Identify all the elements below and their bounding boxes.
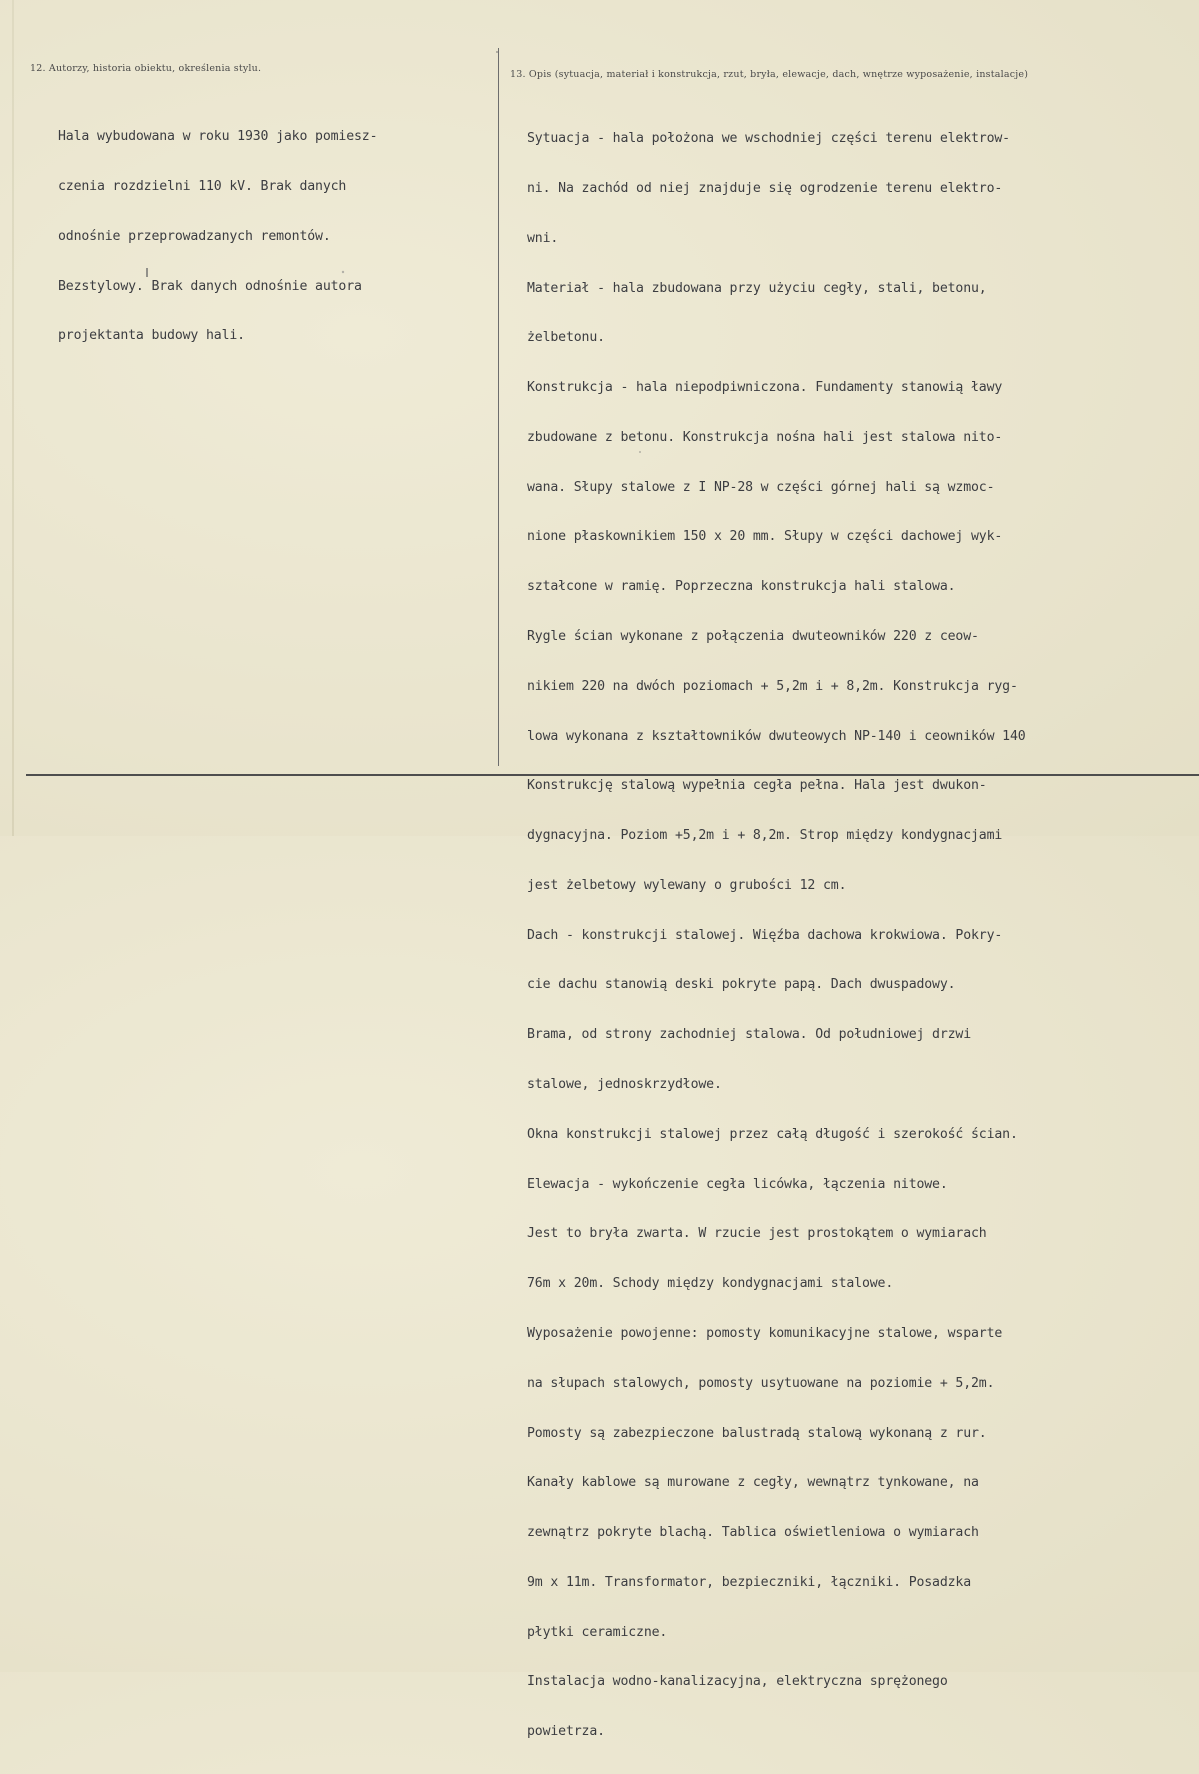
text-line: Instalacja wodno-kanalizacyjna, elektryczna sprężonego — [527, 1674, 948, 1690]
text-line: Konstrukcję stalową wypełnia cegła pełna. Hala jest dwukon- — [527, 778, 987, 794]
text-line: Dach - konstrukcji stalowej. Więźba dachowa krokwiowa. Pokry- — [527, 927, 1003, 943]
text-line: ni. Na zachód od niej znajduje się ogrodzenie terenu elektro- — [527, 180, 1003, 196]
text-line: Okna konstrukcji stalowej przez całą długość i szerokość ścian. — [527, 1126, 1018, 1142]
text-line: Wyposażenie powojenne: pomosty komunikacyjne stalowe, wsparte — [527, 1325, 1003, 1341]
text-line: Brama, od strony zachodniej stalowa. Od południowej drzwi — [527, 1027, 972, 1043]
text-line: 76m x 20m. Schody między kondygnacjami stalowe. — [527, 1276, 894, 1292]
text-line: nione płaskownikiem 150 x 20 mm. Słupy w części dachowej wyk- — [527, 529, 1003, 545]
text-line: lowa wykonana z kształtowników dwuteowych NP-140 i ceowników 140 — [527, 728, 1026, 744]
text-line: czenia rozdzielni 110 kV. Brak danych — [58, 178, 347, 194]
text-line: zbudowane z betonu. Konstrukcja nośna hali jest stalowa nito- — [527, 429, 1003, 445]
text-line: cie dachu stanowią deski pokryte papą. Dach dwuspadowy. — [527, 977, 956, 993]
text-line: Sytuacja - hala położona we wschodniej części terenu elektrow- — [527, 131, 1010, 147]
text-line: Materiał - hala zbudowana przy użyciu cegły, stali, betonu, — [527, 280, 987, 296]
text-line: ształcone w ramię. Poprzeczna konstrukcja hali stalowa. — [527, 579, 956, 595]
paper-edge — [12, 0, 14, 836]
text-line: zewnątrz pokryte blachą. Tablica oświetleniowa o wymiarach — [527, 1525, 979, 1541]
text-line: Hala wybudowana w roku 1930 jako pomiesz- — [58, 129, 378, 145]
text-line: Elewacja - wykończenie cegła licówka, łączenia nitowe. — [527, 1176, 948, 1192]
text-line: jest żelbetowy wylewany o grubości 12 cm. — [527, 877, 847, 893]
text-line: Jest to bryła zwarta. W rzucie jest prostokątem o wymiarach — [527, 1226, 987, 1242]
section-13-text — [527, 98, 1195, 1774]
text-line: wni. — [527, 230, 559, 246]
column-divider — [498, 48, 499, 766]
text-line: Konstrukcja - hala niepodpiwniczona. Fundamenty stanowią ławy — [527, 380, 1003, 396]
text-line: żelbetonu. — [527, 330, 605, 346]
text-line: powietrza. — [527, 1724, 605, 1740]
text-line: płytki ceramiczne. — [527, 1624, 668, 1640]
text-line: Kanały kablowe są murowane z cegły, wewnątrz tynkowane, na — [527, 1475, 979, 1491]
text-line: 9m x 11m. Transformator, bezpieczniki, łączniki. Posadzka — [527, 1574, 972, 1590]
section-12-heading: 12. Autorzy, historia obiektu, określenia stylu. — [30, 63, 262, 74]
text-line: dygnacyjna. Poziom +5,2m i + 8,2m. Strop między kondygnacjami — [527, 828, 1003, 844]
text-line: projektanta budowy hali. — [58, 328, 245, 344]
text-line: odnośnie przeprowadzanych remontów. — [58, 228, 331, 244]
text-line: stalowe, jednoskrzydłowe. — [527, 1077, 722, 1093]
text-line: Rygle ścian wykonane z połączenia dwuteowników 220 z ceow- — [527, 629, 979, 644]
text-line: wana. Słupy stalowe z I NP-28 w części górnej hali są wzmoc- — [527, 479, 995, 495]
text-line: Bezstylowy. Brak danych odnośnie autora — [58, 278, 362, 294]
text-line: nikiem 220 na dwóch poziomach + 5,2m i + 8,2m. Konstrukcja ryg- — [527, 678, 1018, 694]
text-line: na słupach stalowych, pomosty usytuowane na poziomie + 5,2m. — [527, 1375, 995, 1391]
text-line: Pomosty są zabezpieczone balustradą stalową wykonaną z rur. — [527, 1425, 987, 1441]
section-13-heading: 13. Opis (sytuacja, materiał i konstrukcja, rzut, bryła, elewacje, dach, wnętrze wyposażenie, instalacje) — [510, 69, 1029, 80]
section-12-text — [58, 96, 488, 378]
